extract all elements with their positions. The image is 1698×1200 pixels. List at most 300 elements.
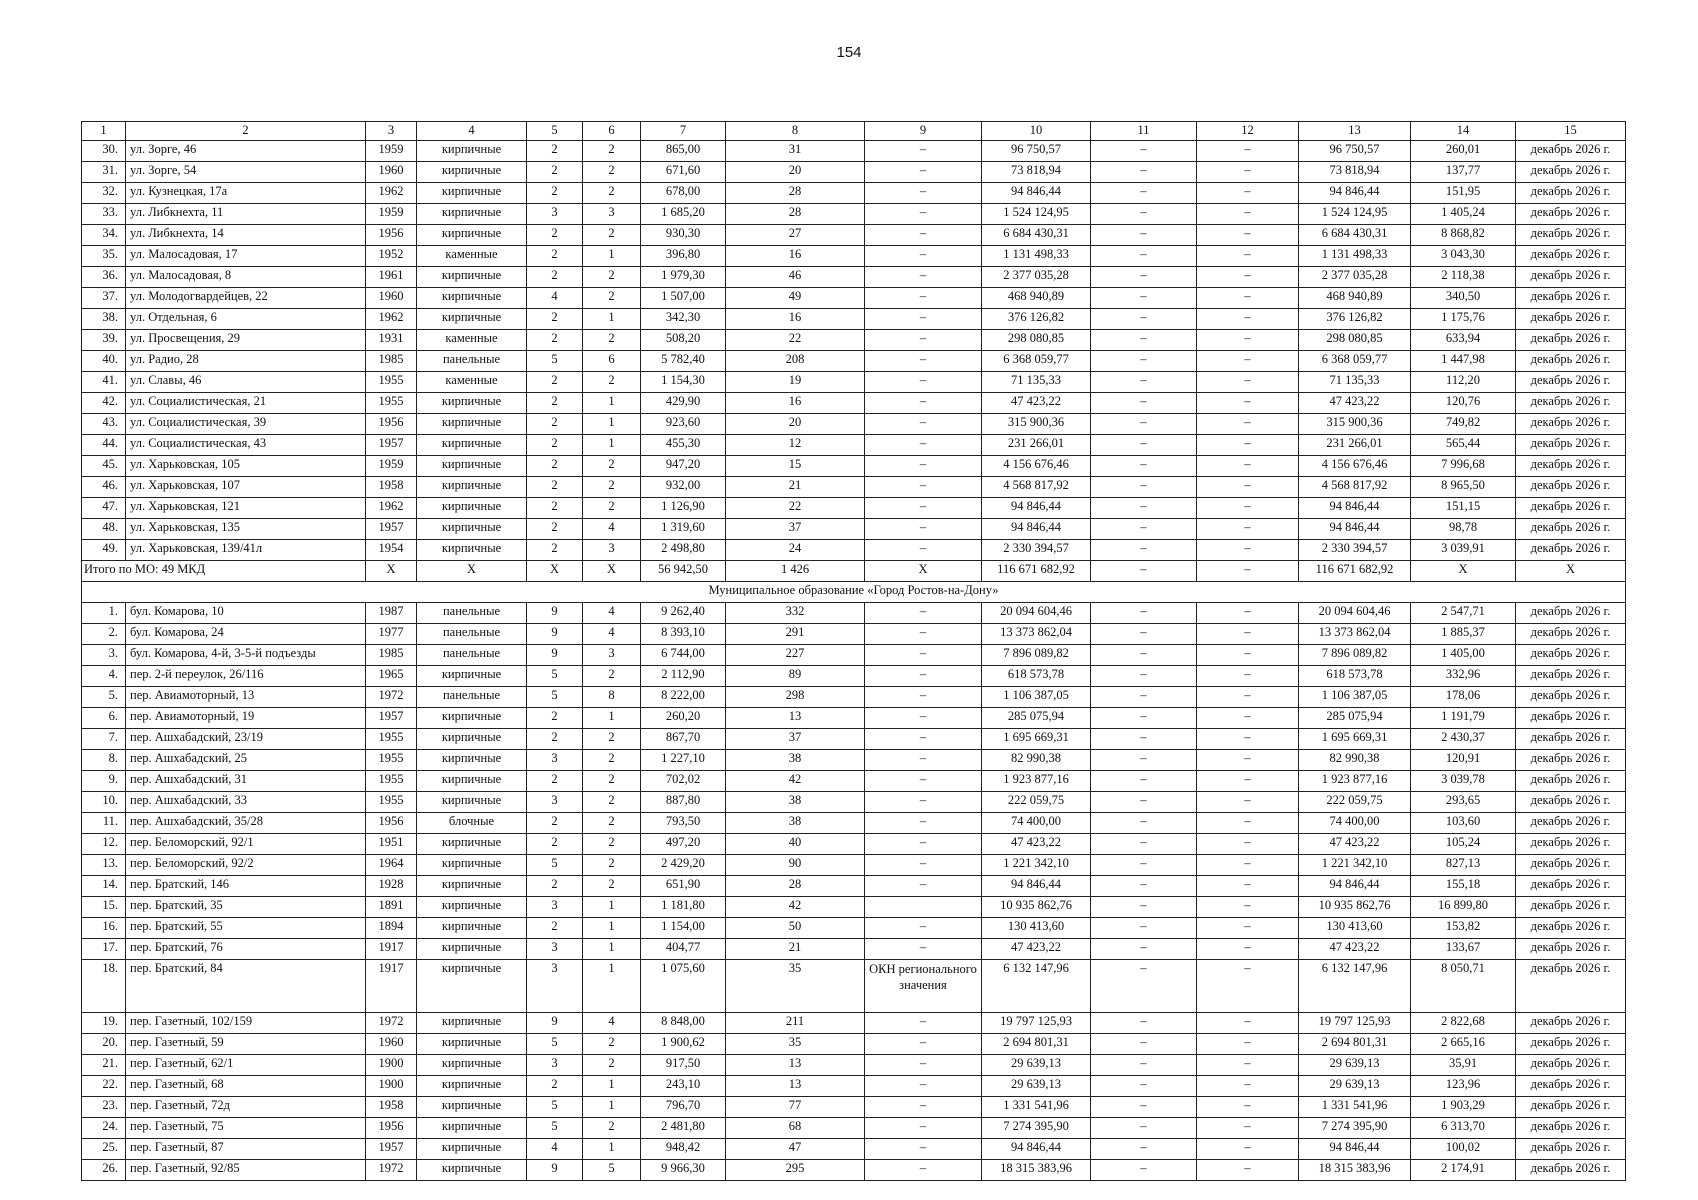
table-row (82, 456, 1626, 477)
cost-col-12-cell: – (1197, 918, 1299, 939)
build-year-cell: 1956 (366, 1118, 417, 1139)
build-year-cell: 1956 (366, 225, 417, 246)
wall-material-cell: кирпичные (417, 708, 527, 729)
address-cell: пер. Братский, 76 (126, 939, 366, 960)
wall-material-cell: кирпичные (417, 960, 527, 1013)
cost-col-12-cell: – (1197, 267, 1299, 288)
total-cell: Х (366, 561, 417, 582)
repair-cost-total-cell: 94 846,44 (982, 1139, 1091, 1160)
build-year-cell: 1956 (366, 414, 417, 435)
repair-cost-total-cell: 1 331 541,96 (982, 1097, 1091, 1118)
entrances-cell: 5 (583, 1160, 641, 1181)
total-row (82, 561, 1626, 582)
address-cell: ул. Малосадовая, 17 (126, 246, 366, 267)
build-year-cell: 1985 (366, 645, 417, 666)
cost-per-sqm-cell: 103,60 (1411, 813, 1516, 834)
heritage-status-cell: – (865, 1160, 982, 1181)
cost-col-11-cell: – (1091, 162, 1197, 183)
entrances-cell: 2 (583, 729, 641, 750)
row-number-cell: 4. (82, 666, 126, 687)
heritage-status-cell: – (865, 834, 982, 855)
cost-col-11-cell: – (1091, 1076, 1197, 1097)
repair-cost-fund-cell: 1 221 342,10 (1299, 855, 1411, 876)
residents-cell: 21 (726, 477, 865, 498)
deadline-cell: декабрь 2026 г. (1516, 1118, 1626, 1139)
repair-cost-total-cell: 74 400,00 (982, 813, 1091, 834)
cost-col-12-cell: – (1197, 393, 1299, 414)
row-number-cell: 41. (82, 372, 126, 393)
floors-cell: 2 (527, 771, 583, 792)
cost-col-12-cell: – (1197, 477, 1299, 498)
address-cell: пер. Авиамоторный, 13 (126, 687, 366, 708)
total-area-cell: 8 222,00 (641, 687, 726, 708)
deadline-cell: декабрь 2026 г. (1516, 498, 1626, 519)
cost-col-12-cell: – (1197, 1055, 1299, 1076)
deadline-cell: декабрь 2026 г. (1516, 225, 1626, 246)
cost-per-sqm-cell: 1 405,00 (1411, 645, 1516, 666)
heritage-status-cell: – (865, 645, 982, 666)
repair-cost-total-cell: 6 684 430,31 (982, 225, 1091, 246)
cost-col-11-cell: – (1091, 834, 1197, 855)
cost-per-sqm-cell: 120,76 (1411, 393, 1516, 414)
residents-cell: 42 (726, 897, 865, 918)
row-number-cell: 10. (82, 792, 126, 813)
heritage-status-cell: – (865, 918, 982, 939)
table-row (82, 204, 1626, 225)
total-cell: – (1197, 561, 1299, 582)
cost-per-sqm-cell: 137,77 (1411, 162, 1516, 183)
residents-cell: 49 (726, 288, 865, 309)
wall-material-cell: кирпичные (417, 1160, 527, 1181)
build-year-cell: 1955 (366, 729, 417, 750)
cost-col-11-cell: – (1091, 372, 1197, 393)
wall-material-cell: кирпичные (417, 309, 527, 330)
row-number-cell: 22. (82, 1076, 126, 1097)
repair-cost-total-cell: 71 135,33 (982, 372, 1091, 393)
repair-cost-total-cell: 130 413,60 (982, 918, 1091, 939)
build-year-cell: 1972 (366, 1160, 417, 1181)
deadline-cell: декабрь 2026 г. (1516, 813, 1626, 834)
repair-cost-fund-cell: 7 274 395,90 (1299, 1118, 1411, 1139)
repair-cost-fund-cell: 10 935 862,76 (1299, 897, 1411, 918)
repair-cost-fund-cell: 94 846,44 (1299, 498, 1411, 519)
total-area-cell: 865,00 (641, 141, 726, 162)
floors-cell: 3 (527, 939, 583, 960)
page-number: 154 (836, 44, 862, 61)
address-cell: пер. Газетный, 92/85 (126, 1160, 366, 1181)
build-year-cell: 1959 (366, 456, 417, 477)
table-row (82, 225, 1626, 246)
deadline-cell: декабрь 2026 г. (1516, 897, 1626, 918)
table-row (82, 1034, 1626, 1055)
deadline-cell: декабрь 2026 г. (1516, 519, 1626, 540)
heritage-status-cell: – (865, 666, 982, 687)
floors-cell: 3 (527, 792, 583, 813)
cost-col-12-cell: – (1197, 141, 1299, 162)
floors-cell: 4 (527, 288, 583, 309)
cost-col-12-cell: – (1197, 729, 1299, 750)
repair-cost-fund-cell: 298 080,85 (1299, 330, 1411, 351)
cost-col-12-cell: – (1197, 771, 1299, 792)
residents-cell: 291 (726, 624, 865, 645)
build-year-cell: 1957 (366, 435, 417, 456)
deadline-cell: декабрь 2026 г. (1516, 960, 1626, 1013)
wall-material-cell: кирпичные (417, 834, 527, 855)
table-row (82, 498, 1626, 519)
entrances-cell: 1 (583, 1076, 641, 1097)
deadline-cell: декабрь 2026 г. (1516, 540, 1626, 561)
deadline-cell: декабрь 2026 г. (1516, 183, 1626, 204)
cost-col-11-cell: – (1091, 750, 1197, 771)
cost-col-12-cell: – (1197, 666, 1299, 687)
wall-material-cell: кирпичные (417, 1013, 527, 1034)
repair-cost-fund-cell: 47 423,22 (1299, 393, 1411, 414)
build-year-cell: 1972 (366, 687, 417, 708)
total-area-cell: 671,60 (641, 162, 726, 183)
residents-cell: 295 (726, 1160, 865, 1181)
total-cell: 116 671 682,92 (1299, 561, 1411, 582)
cost-per-sqm-cell: 112,20 (1411, 372, 1516, 393)
cost-col-11-cell: – (1091, 1160, 1197, 1181)
table-row (82, 939, 1626, 960)
residents-cell: 77 (726, 1097, 865, 1118)
cost-per-sqm-cell: 633,94 (1411, 330, 1516, 351)
row-number-cell: 21. (82, 1055, 126, 1076)
row-number-cell: 30. (82, 141, 126, 162)
cost-col-11-cell: – (1091, 876, 1197, 897)
table-row (82, 897, 1626, 918)
wall-material-cell: кирпичные (417, 1076, 527, 1097)
table-body (82, 122, 1626, 1181)
cost-col-11-cell: – (1091, 204, 1197, 225)
header-cell-2: 2 (126, 122, 366, 141)
floors-cell: 2 (527, 834, 583, 855)
total-area-cell: 1 075,60 (641, 960, 726, 1013)
heritage-status-cell: – (865, 183, 982, 204)
address-cell: ул. Отдельная, 6 (126, 309, 366, 330)
address-cell: пер. Газетный, 75 (126, 1118, 366, 1139)
repair-cost-total-cell: 2 330 394,57 (982, 540, 1091, 561)
wall-material-cell: кирпичные (417, 162, 527, 183)
repair-cost-total-cell: 1 131 498,33 (982, 246, 1091, 267)
repair-cost-fund-cell: 1 331 541,96 (1299, 1097, 1411, 1118)
total-area-cell: 455,30 (641, 435, 726, 456)
cost-col-11-cell: – (1091, 1097, 1197, 1118)
deadline-cell: декабрь 2026 г. (1516, 876, 1626, 897)
cost-col-12-cell: – (1197, 204, 1299, 225)
heritage-status-cell: – (865, 393, 982, 414)
floors-cell: 9 (527, 603, 583, 624)
address-cell: пер. Газетный, 62/1 (126, 1055, 366, 1076)
repair-cost-total-cell: 376 126,82 (982, 309, 1091, 330)
floors-cell: 9 (527, 1160, 583, 1181)
cost-col-12-cell: – (1197, 540, 1299, 561)
heritage-status-cell: – (865, 708, 982, 729)
repair-cost-fund-cell: 29 639,13 (1299, 1055, 1411, 1076)
floors-cell: 5 (527, 1034, 583, 1055)
repair-cost-total-cell: 2 377 035,28 (982, 267, 1091, 288)
header-cell-10: 10 (982, 122, 1091, 141)
cost-per-sqm-cell: 105,24 (1411, 834, 1516, 855)
total-area-cell: 678,00 (641, 183, 726, 204)
build-year-cell: 1954 (366, 540, 417, 561)
build-year-cell: 1987 (366, 603, 417, 624)
table-row (82, 1097, 1626, 1118)
row-number-cell: 17. (82, 939, 126, 960)
entrances-cell: 2 (583, 372, 641, 393)
repair-cost-fund-cell: 82 990,38 (1299, 750, 1411, 771)
entrances-cell: 1 (583, 393, 641, 414)
deadline-cell: декабрь 2026 г. (1516, 141, 1626, 162)
deadline-cell: декабрь 2026 г. (1516, 1013, 1626, 1034)
cost-per-sqm-cell: 1 885,37 (1411, 624, 1516, 645)
deadline-cell: декабрь 2026 г. (1516, 330, 1626, 351)
total-area-cell: 243,10 (641, 1076, 726, 1097)
total-cell: Х (1516, 561, 1626, 582)
wall-material-cell: кирпичные (417, 204, 527, 225)
address-cell: ул. Харьковская, 107 (126, 477, 366, 498)
table-row (82, 603, 1626, 624)
wall-material-cell: кирпичные (417, 729, 527, 750)
row-number-cell: 5. (82, 687, 126, 708)
repair-cost-total-cell: 94 846,44 (982, 519, 1091, 540)
build-year-cell: 1957 (366, 1139, 417, 1160)
table-row (82, 351, 1626, 372)
repair-cost-total-cell: 96 750,57 (982, 141, 1091, 162)
address-cell: пер. Ашхабадский, 31 (126, 771, 366, 792)
address-cell: бул. Комарова, 4-й, 3-5-й подъезды (126, 645, 366, 666)
cost-col-11-cell: – (1091, 624, 1197, 645)
wall-material-cell: кирпичные (417, 183, 527, 204)
row-number-cell: 14. (82, 876, 126, 897)
cost-col-12-cell: – (1197, 1139, 1299, 1160)
total-area-cell: 867,70 (641, 729, 726, 750)
cost-per-sqm-cell: 123,96 (1411, 1076, 1516, 1097)
floors-cell: 2 (527, 918, 583, 939)
repair-cost-fund-cell: 4 156 676,46 (1299, 456, 1411, 477)
cost-per-sqm-cell: 8 965,50 (1411, 477, 1516, 498)
residents-cell: 13 (726, 708, 865, 729)
deadline-cell: декабрь 2026 г. (1516, 162, 1626, 183)
repair-cost-total-cell: 468 940,89 (982, 288, 1091, 309)
total-area-cell: 429,90 (641, 393, 726, 414)
entrances-cell: 2 (583, 813, 641, 834)
header-cell-1: 1 (82, 122, 126, 141)
cost-col-11-cell: – (1091, 1013, 1197, 1034)
residents-cell: 38 (726, 813, 865, 834)
entrances-cell: 1 (583, 414, 641, 435)
cost-col-11-cell: – (1091, 771, 1197, 792)
floors-cell: 9 (527, 1013, 583, 1034)
cost-col-11-cell: – (1091, 1055, 1197, 1076)
total-area-cell: 1 154,00 (641, 918, 726, 939)
cost-col-11-cell: – (1091, 477, 1197, 498)
cost-col-11-cell: – (1091, 351, 1197, 372)
floors-cell: 2 (527, 876, 583, 897)
residents-cell: 47 (726, 1139, 865, 1160)
repair-cost-fund-cell: 6 684 430,31 (1299, 225, 1411, 246)
cost-col-12-cell: – (1197, 246, 1299, 267)
total-area-cell: 2 498,80 (641, 540, 726, 561)
floors-cell: 2 (527, 729, 583, 750)
total-area-cell: 1 979,30 (641, 267, 726, 288)
row-number-cell: 38. (82, 309, 126, 330)
build-year-cell: 1962 (366, 309, 417, 330)
heritage-status-cell: – (865, 309, 982, 330)
entrances-cell: 8 (583, 687, 641, 708)
repair-cost-total-cell: 29 639,13 (982, 1055, 1091, 1076)
repair-cost-fund-cell: 29 639,13 (1299, 1076, 1411, 1097)
row-number-cell: 2. (82, 624, 126, 645)
residents-cell: 46 (726, 267, 865, 288)
repair-cost-total-cell: 94 846,44 (982, 183, 1091, 204)
entrances-cell: 1 (583, 1097, 641, 1118)
row-number-cell: 47. (82, 498, 126, 519)
repair-cost-fund-cell: 94 846,44 (1299, 876, 1411, 897)
cost-col-12-cell: – (1197, 603, 1299, 624)
total-area-cell: 404,77 (641, 939, 726, 960)
cost-per-sqm-cell: 16 899,80 (1411, 897, 1516, 918)
cost-col-11-cell: – (1091, 960, 1197, 1013)
total-area-cell: 651,90 (641, 876, 726, 897)
repair-cost-fund-cell: 315 900,36 (1299, 414, 1411, 435)
cost-per-sqm-cell: 749,82 (1411, 414, 1516, 435)
row-number-cell: 36. (82, 267, 126, 288)
heritage-status-cell: – (865, 204, 982, 225)
heritage-status-cell: – (865, 225, 982, 246)
floors-cell: 2 (527, 330, 583, 351)
repair-cost-fund-cell: 222 059,75 (1299, 792, 1411, 813)
cost-col-11-cell: – (1091, 708, 1197, 729)
cost-per-sqm-cell: 2 665,16 (1411, 1034, 1516, 1055)
build-year-cell: 1917 (366, 960, 417, 1013)
repair-cost-total-cell: 82 990,38 (982, 750, 1091, 771)
residents-cell: 13 (726, 1055, 865, 1076)
build-year-cell: 1957 (366, 708, 417, 729)
cost-col-12-cell: – (1197, 645, 1299, 666)
deadline-cell: декабрь 2026 г. (1516, 771, 1626, 792)
address-cell: ул. Просвещения, 29 (126, 330, 366, 351)
floors-cell: 3 (527, 1055, 583, 1076)
repair-cost-fund-cell: 7 896 089,82 (1299, 645, 1411, 666)
cost-per-sqm-cell: 1 903,29 (1411, 1097, 1516, 1118)
row-number-cell: 6. (82, 708, 126, 729)
residents-cell: 24 (726, 540, 865, 561)
cost-per-sqm-cell: 332,96 (1411, 666, 1516, 687)
row-number-cell: 40. (82, 351, 126, 372)
address-cell: пер. Ашхабадский, 23/19 (126, 729, 366, 750)
floors-cell: 9 (527, 645, 583, 666)
repair-cost-total-cell: 73 818,94 (982, 162, 1091, 183)
heritage-status-cell: – (865, 414, 982, 435)
table-row (82, 750, 1626, 771)
floors-cell: 2 (527, 477, 583, 498)
cost-col-12-cell: – (1197, 813, 1299, 834)
floors-cell: 2 (527, 813, 583, 834)
total-area-cell: 2 112,90 (641, 666, 726, 687)
deadline-cell: декабрь 2026 г. (1516, 855, 1626, 876)
total-area-cell: 9 966,30 (641, 1160, 726, 1181)
entrances-cell: 3 (583, 540, 641, 561)
row-number-cell: 39. (82, 330, 126, 351)
deadline-cell: декабрь 2026 г. (1516, 624, 1626, 645)
row-number-cell: 49. (82, 540, 126, 561)
build-year-cell: 1955 (366, 792, 417, 813)
repair-cost-total-cell: 4 156 676,46 (982, 456, 1091, 477)
cost-col-11-cell: – (1091, 246, 1197, 267)
wall-material-cell: кирпичные (417, 1139, 527, 1160)
cost-col-12-cell: – (1197, 330, 1299, 351)
heritage-status-cell: – (865, 792, 982, 813)
table-row (82, 477, 1626, 498)
build-year-cell: 1900 (366, 1076, 417, 1097)
row-number-cell: 31. (82, 162, 126, 183)
row-number-cell: 15. (82, 897, 126, 918)
row-number-cell: 20. (82, 1034, 126, 1055)
header-cell-12: 12 (1197, 122, 1299, 141)
total-cell: Х (417, 561, 527, 582)
wall-material-cell: панельные (417, 603, 527, 624)
row-number-cell: 25. (82, 1139, 126, 1160)
address-cell: пер. Братский, 84 (126, 960, 366, 1013)
build-year-cell: 1959 (366, 141, 417, 162)
entrances-cell: 3 (583, 204, 641, 225)
total-cell: – (1091, 561, 1197, 582)
header-cell-14: 14 (1411, 122, 1516, 141)
residents-cell: 68 (726, 1118, 865, 1139)
cost-col-11-cell: – (1091, 288, 1197, 309)
cost-col-12-cell: – (1197, 750, 1299, 771)
header-cell-13: 13 (1299, 122, 1411, 141)
heritage-status-cell: – (865, 330, 982, 351)
row-number-cell: 12. (82, 834, 126, 855)
heritage-status-cell: – (865, 687, 982, 708)
floors-cell: 2 (527, 225, 583, 246)
deadline-cell: декабрь 2026 г. (1516, 351, 1626, 372)
cost-per-sqm-cell: 260,01 (1411, 141, 1516, 162)
total-area-cell: 497,20 (641, 834, 726, 855)
repair-cost-fund-cell: 618 573,78 (1299, 666, 1411, 687)
table-row (82, 666, 1626, 687)
floors-cell: 3 (527, 204, 583, 225)
table-row (82, 267, 1626, 288)
deadline-cell: декабрь 2026 г. (1516, 729, 1626, 750)
residents-cell: 38 (726, 792, 865, 813)
cost-per-sqm-cell: 3 043,30 (1411, 246, 1516, 267)
header-cell-5: 5 (527, 122, 583, 141)
cost-col-11-cell: – (1091, 645, 1197, 666)
entrances-cell: 2 (583, 1118, 641, 1139)
residents-cell: 208 (726, 351, 865, 372)
floors-cell: 3 (527, 750, 583, 771)
address-cell: пер. Ашхабадский, 35/28 (126, 813, 366, 834)
address-cell: ул. Харьковская, 139/41л (126, 540, 366, 561)
deadline-cell: декабрь 2026 г. (1516, 267, 1626, 288)
floors-cell: 9 (527, 624, 583, 645)
build-year-cell: 1957 (366, 519, 417, 540)
repair-cost-fund-cell: 18 315 383,96 (1299, 1160, 1411, 1181)
heritage-status-cell: – (865, 540, 982, 561)
repair-cost-total-cell: 47 423,22 (982, 393, 1091, 414)
build-year-cell: 1961 (366, 267, 417, 288)
floors-cell: 2 (527, 309, 583, 330)
wall-material-cell: кирпичные (417, 519, 527, 540)
residents-cell: 15 (726, 456, 865, 477)
address-cell: ул. Социалистическая, 43 (126, 435, 366, 456)
address-cell: пер. Газетный, 87 (126, 1139, 366, 1160)
address-cell: ул. Социалистическая, 39 (126, 414, 366, 435)
repair-cost-total-cell: 1 524 124,95 (982, 204, 1091, 225)
